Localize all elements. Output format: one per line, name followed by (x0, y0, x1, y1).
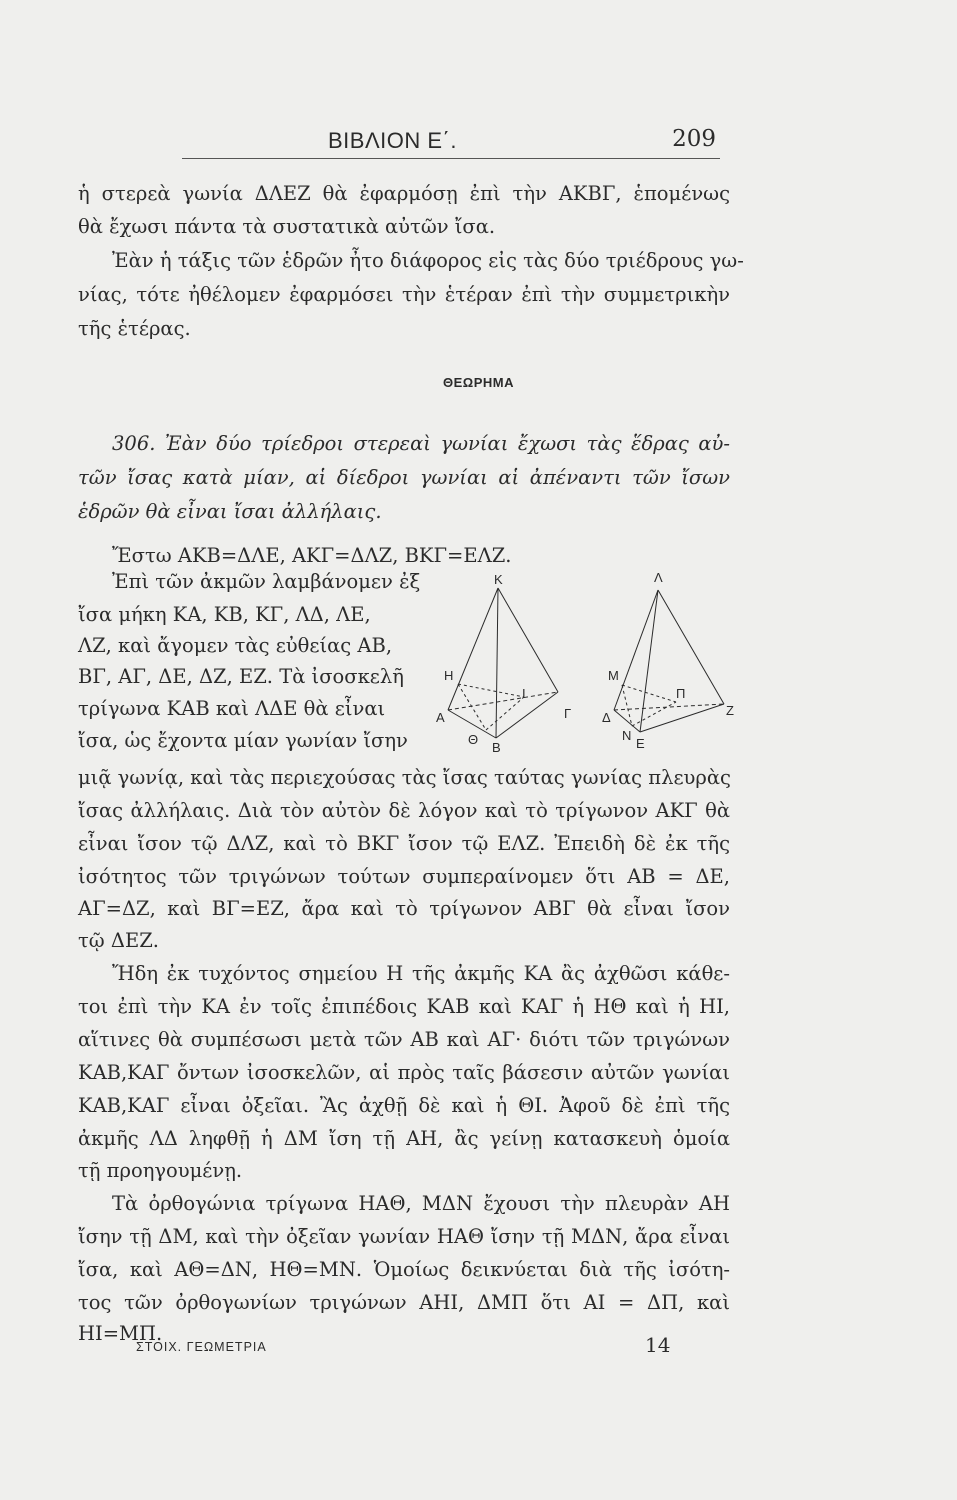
proof-line: εἶναι ἴσον τῷ ΔΛΖ, καὶ τὸ ΒΚΓ ἴσον τῷ ΕΛΖ. Ἐπειδὴ δὲ ἐκ τῆς (78, 832, 730, 855)
proof-line: τῷ ΔΕΖ. (78, 929, 159, 952)
text-line: αἵτινες θὰ συμπέσωσι μετὰ τῶν ΑΒ καὶ ΑΓ· διότι τῶν τριγώνων (78, 1028, 730, 1051)
label-lambda: Λ (654, 570, 663, 585)
segment-mp (622, 685, 676, 702)
proof-line: ἴσα, ὡς ἔχοντα μίαν γωνίαν ἴσην (78, 729, 408, 752)
chapter-title: ΒΙΒΛΙΟΝ Ε΄. (328, 128, 457, 153)
text-line: ἀκμῆς ΛΔ ληφθῇ ἡ ΔΜ ἴση τῇ ΑΗ, ἂς γείνῃ κατασκευὴ ὁμοία (78, 1127, 730, 1150)
edge-le (640, 590, 658, 732)
text-line: τος τῶν ὀρθογωνίων τριγώνων ΑΗΙ, ΔΜΠ ὅτι ΑΙ = ΔΠ, καὶ (78, 1291, 730, 1314)
sheet-number: 14 (645, 1333, 671, 1357)
pyramid-figure (436, 570, 736, 770)
label-m: M (608, 668, 619, 683)
label-gamma: Γ (564, 706, 572, 721)
label-k: K (494, 572, 503, 587)
proof-line: ΑΓ=ΔΖ, καὶ ΒΓ=ΕΖ, ἄρα καὶ τὸ τρίγωνον ΑΒΓ θὰ εἶναι ἴσον (78, 897, 730, 920)
text-line: ἴσην τῇ ΔΜ, καὶ τὴν ὀξεῖαν γωνίαν ΗΑΘ ἴσην τῇ ΜΔΝ, ἄρα εἶναι (78, 1225, 730, 1248)
proof-line: ἴσα μήκη ΚΑ, ΚΒ, ΚΓ, ΛΔ, ΛΕ, (78, 603, 371, 626)
label-i: I (522, 686, 526, 701)
text-line: ἡ στερεὰ γωνία ΔΛΕΖ θὰ ἐφαρμόσῃ ἐπὶ τὴν ΑΚΒΓ, ἑπομένως (78, 182, 730, 205)
label-a: A (436, 710, 445, 725)
text-line: Τὰ ὀρθογώνια τρίγωνα ΗΑΘ, ΜΔΝ ἔχουσι τὴν πλευρὰν ΑΗ (112, 1192, 730, 1215)
edge-kb (496, 588, 498, 738)
footer-signature: ΣΤΟΙΧ. ΓΕΩΜΕΤΡΙΑ (136, 1340, 267, 1354)
text-line: νίας, τότε ἠθέλομεν ἐφαρμόσει τὴν ἑτέραν ἐπὶ τὴν συμμετρικὴν (78, 283, 730, 306)
theorem-line: τῶν ἴσας κατὰ μίαν, αἱ δίεδροι γωνίαι αἱ ἀπέναντι τῶν ἴσων (78, 466, 730, 489)
proof-line: ἰσότητος τῶν τριγώνων τούτων συμπεραίνομεν ὅτι ΑΒ = ΔΕ, (78, 865, 730, 888)
theorem-line: ἑδρῶν θὰ εἶναι ἴσαι ἀλλήλαις. (78, 500, 382, 523)
left-pyramid (448, 588, 558, 738)
edge-kg (498, 588, 558, 692)
text-line: τῇ προηγουμένῃ. (78, 1159, 243, 1182)
text-line: ΚΑΒ,ΚΑΓ εἶναι ὀξεῖαι. Ἂς ἀχθῇ δὲ καὶ ἡ ΘΙ. Ἀφοῦ δὲ ἐπὶ τῆς (78, 1094, 730, 1117)
edge-ld (614, 590, 658, 710)
segment-thi (486, 697, 524, 730)
segment-hi (458, 684, 524, 697)
proof-line: μιᾷ γωνίᾳ, καὶ τὰς περιεχούσας τὰς ἴσας ταύτας γωνίας πλευρὰς (78, 766, 731, 789)
edge-bg (496, 692, 558, 738)
given-line: Ἔστω ΑΚΒ=ΔΛΕ, ΑΚΓ=ΔΛΖ, ΒΚΓ=ΕΛΖ. (112, 544, 512, 567)
label-pi: Π (676, 686, 686, 701)
running-header (180, 124, 730, 158)
label-delta: Δ (602, 710, 611, 725)
theorem-heading: ΘΕΩΡΗΜΑ (443, 375, 514, 390)
theorem-line: 306. Ἐὰν δύο τρίεδροι στερεαὶ γωνίαι ἔχωσι τὰς ἕδρας αὐ- (112, 432, 730, 455)
label-e: E (636, 736, 645, 751)
right-pyramid (614, 590, 724, 732)
page-number: 209 (672, 126, 716, 152)
text-line: ἴσα, καὶ ΑΘ=ΔΝ, ΗΘ=ΜΝ. Ὁμοίως δεικνύεται διὰ τῆς ἰσότη- (78, 1258, 730, 1281)
edge-ka (448, 588, 498, 710)
text-line: ΗΙ=ΜΠ. (78, 1322, 163, 1345)
text-line: τοι ἐπὶ τὴν ΚΑ ἐν τοῖς ἐπιπέδοις ΚΑΒ καὶ ΚΑΓ ἡ ΗΘ καὶ ἡ ΗΙ, (78, 995, 730, 1018)
segment-hth (458, 684, 486, 730)
label-n: N (622, 728, 632, 743)
label-z: Z (726, 703, 734, 718)
proof-line: ΒΓ, ΑΓ, ΔΕ, ΔΖ, ΕΖ. Τὰ ἰσοσκελῆ (78, 665, 404, 688)
proof-line: ἴσας ἀλλήλαις. Διὰ τὸν αὐτὸν δὲ λόγον καὶ τὸ τρίγωνον ΑΚΓ θὰ (78, 799, 730, 822)
label-h: H (444, 668, 454, 683)
header-rule (182, 158, 720, 159)
label-theta: Θ (468, 732, 479, 747)
text-line: ΚΑΒ,ΚΑΓ ὄντων ἰσοσκελῶν, αἱ πρὸς ταῖς βάσεσιν αὐτῶν γωνίαι (78, 1061, 730, 1084)
proof-line: τρίγωνα ΚΑΒ καὶ ΛΔΕ θὰ εἶναι (78, 697, 386, 720)
segment-mn (622, 685, 632, 726)
label-b: B (492, 740, 501, 755)
edge-lz (658, 590, 724, 704)
proof-line: ΛΖ, καὶ ἄγομεν τὰς εὐθείας ΑΒ, (78, 634, 393, 657)
text-line: θὰ ἔχωσι πάντα τὰ συστατικὰ αὐτῶν ἴσα. (78, 215, 496, 238)
text-line: τῆς ἑτέρας. (78, 317, 191, 340)
text-line: Ἤδη ἐκ τυχόντος σημείου Η τῆς ἀκμῆς ΚΑ ἂς ἀχθῶσι κάθε- (112, 962, 730, 985)
proof-line: Ἐπὶ τῶν ἀκμῶν λαμβάνομεν ἐξ (112, 570, 421, 593)
text-line: Ἐὰν ἡ τάξις τῶν ἑδρῶν ἦτο διάφορος εἰς τὰς δύο τριέδρους γω- (112, 249, 744, 272)
